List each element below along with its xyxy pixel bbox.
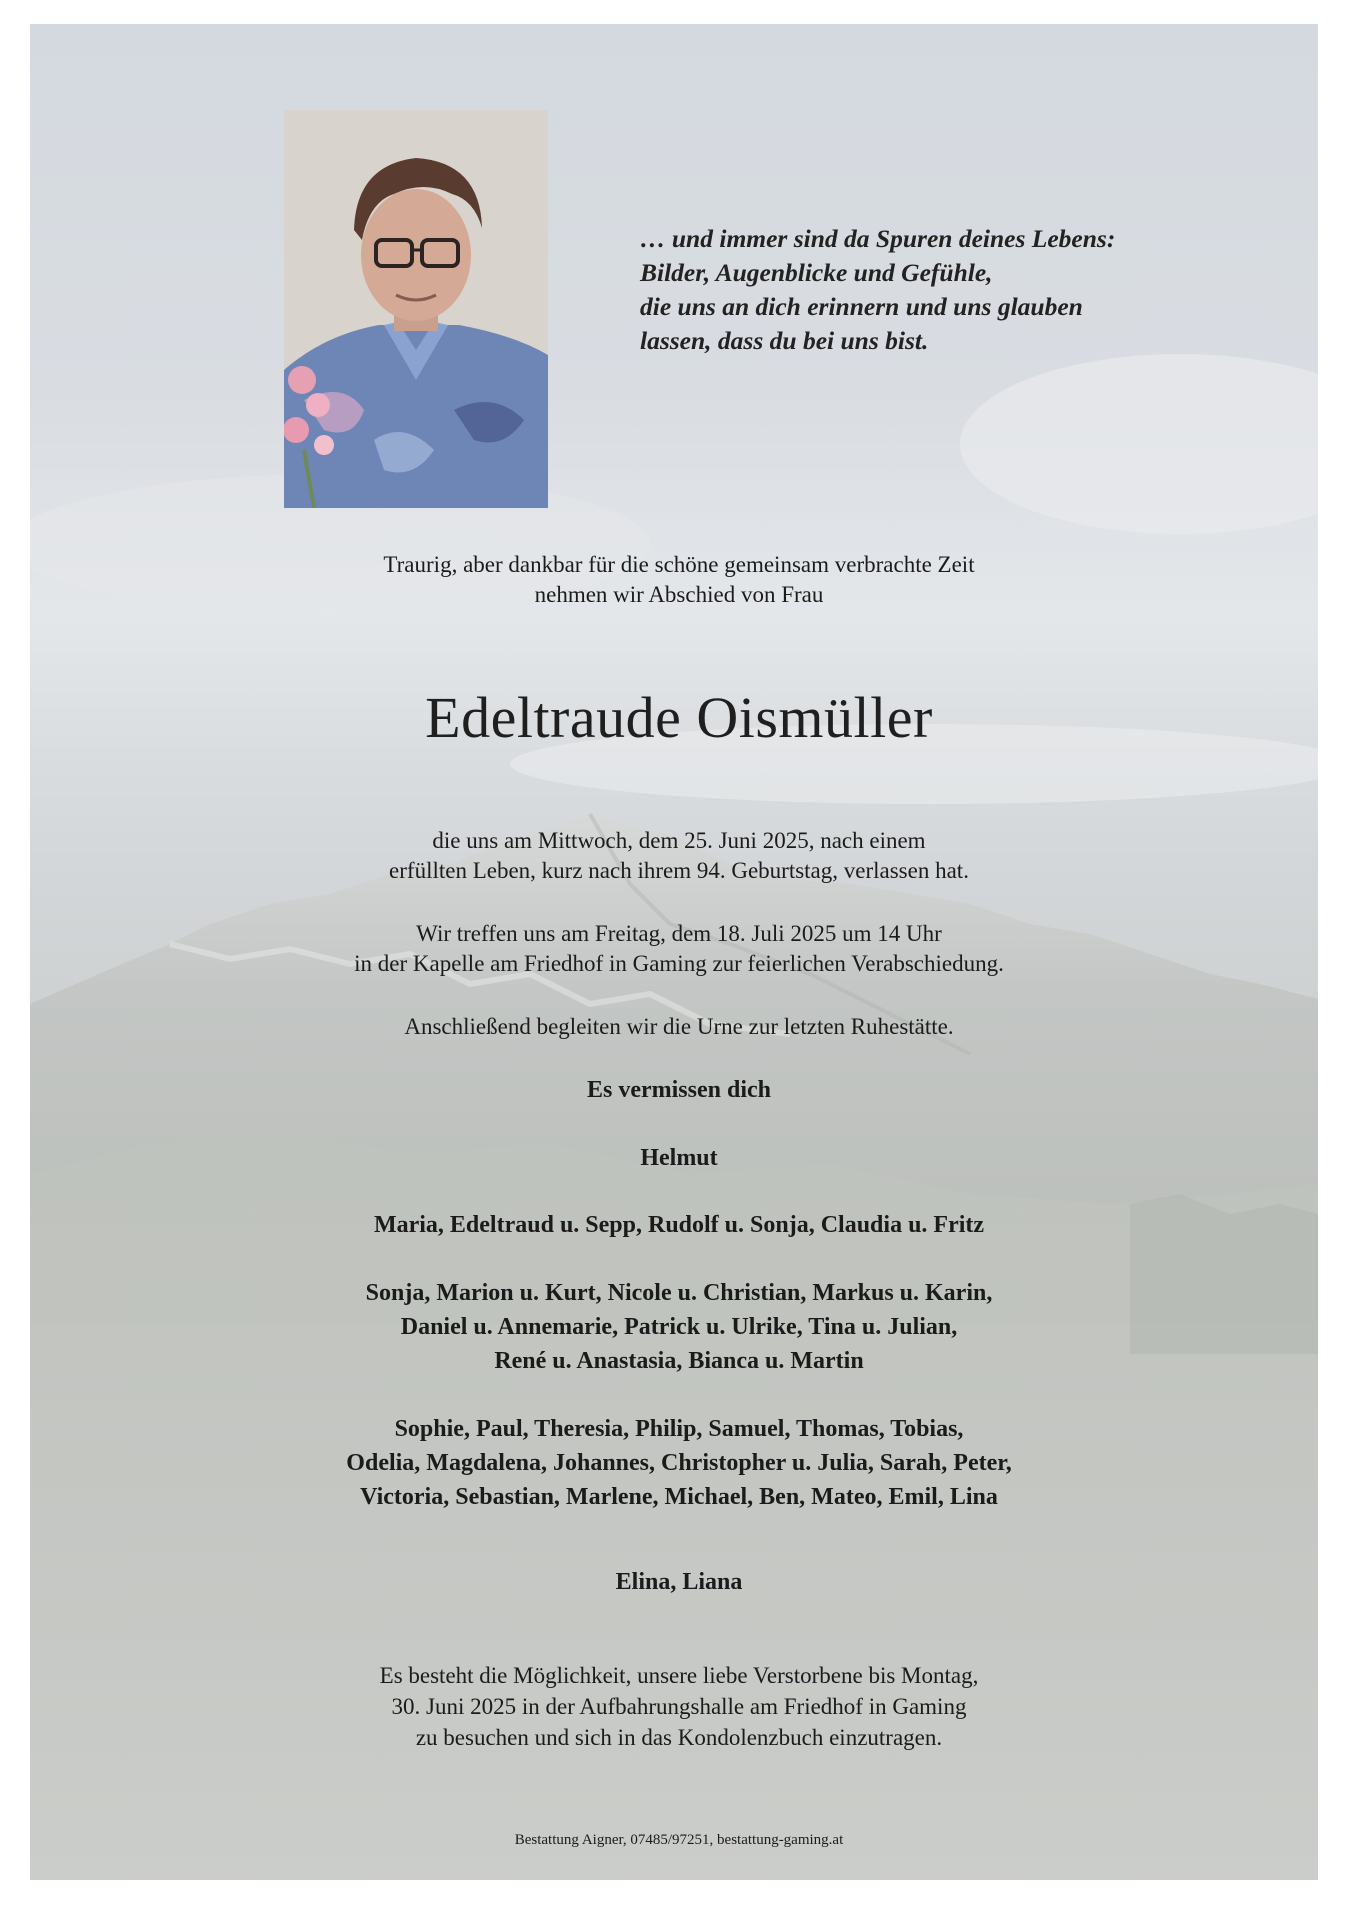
intro-text <box>0 550 1358 610</box>
portrait-photo <box>284 110 548 508</box>
details-line: die uns am Mittwoch, dem 25. Juni 2025, nach einem <box>432 828 926 853</box>
mourners-heading: Es vermissen dich <box>586 1077 771 1103</box>
poem-line: lassen, dass du bei uns bist. <box>640 326 929 355</box>
intro-line: nehmen wir Abschied von Frau <box>534 582 824 607</box>
burial-details <box>0 1012 1358 1042</box>
mourners-group-children <box>0 1208 1358 1242</box>
closing-line: Es besteht die Möglichkeit, unsere liebe Verstorbene bis Montag, <box>379 1663 979 1688</box>
mourners-group-spouse <box>0 1141 1358 1175</box>
mourners-line: Helmut <box>640 1145 718 1171</box>
viewing-notice <box>0 1660 1358 1753</box>
details-line: in der Kapelle am Friedhof in Gaming zur feierlichen Verabschiedung. <box>354 951 1004 976</box>
mourners-line: Sophie, Paul, Theresia, Philip, Samuel, Thomas, Tobias, <box>394 1416 964 1442</box>
funeral-home-footer: Bestattung Aigner, 07485/97251, bestattung-gaming.at <box>514 1832 844 1848</box>
mourners-line: Victoria, Sebastian, Marlene, Michael, Ben, Mateo, Emil, Lina <box>360 1484 998 1510</box>
details-line: Anschließend begleiten wir die Urne zur letzten Ruhestätte. <box>404 1014 954 1039</box>
intro-line: Traurig, aber dankbar für die schöne gemeinsam verbrachte Zeit <box>383 552 975 577</box>
poem-line: Bilder, Augenblicke und Gefühle, <box>640 258 993 287</box>
memorial-poem <box>640 222 1260 358</box>
details-line: Wir treffen uns am Freitag, dem 18. Juli 2025 um 14 Uhr <box>416 921 942 946</box>
mourners-group-great-grandchildren <box>0 1412 1358 1514</box>
deceased-name: Edeltraude Oismüller <box>425 685 933 750</box>
mourners-line: Odelia, Magdalena, Johannes, Christopher u. Julia, Sarah, Peter, <box>346 1450 1012 1476</box>
mourners-line: Daniel u. Annemarie, Patrick u. Ulrike, Tina u. Julian, <box>400 1314 958 1340</box>
portrait-image <box>284 110 548 508</box>
closing-line: 30. Juni 2025 in der Aufbahrungshalle am Friedhof in Gaming <box>391 1694 967 1719</box>
details-line: erfüllten Leben, kurz nach ihrem 94. Geburtstag, verlassen hat. <box>389 858 969 883</box>
mourners-group-grandchildren <box>0 1276 1358 1378</box>
poem-line: … und immer sind da Spuren deines Lebens: <box>640 224 1116 253</box>
mourners-line: Maria, Edeltraud u. Sepp, Rudolf u. Sonja, Claudia u. Fritz <box>373 1212 985 1238</box>
poem-line: die uns an dich erinnern und uns glauben <box>640 292 1083 321</box>
mourners-line: Elina, Liana <box>615 1569 743 1595</box>
mourners-line: Sonja, Marion u. Kurt, Nicole u. Christian, Markus u. Karin, <box>365 1280 993 1306</box>
death-details <box>0 826 1358 886</box>
mourners-line: René u. Anastasia, Bianca u. Martin <box>494 1348 864 1374</box>
funeral-details <box>0 919 1358 979</box>
mourners-group-great-great-grandchildren <box>0 1565 1358 1599</box>
closing-line: zu besuchen und sich in das Kondolenzbuch einzutragen. <box>415 1725 943 1750</box>
